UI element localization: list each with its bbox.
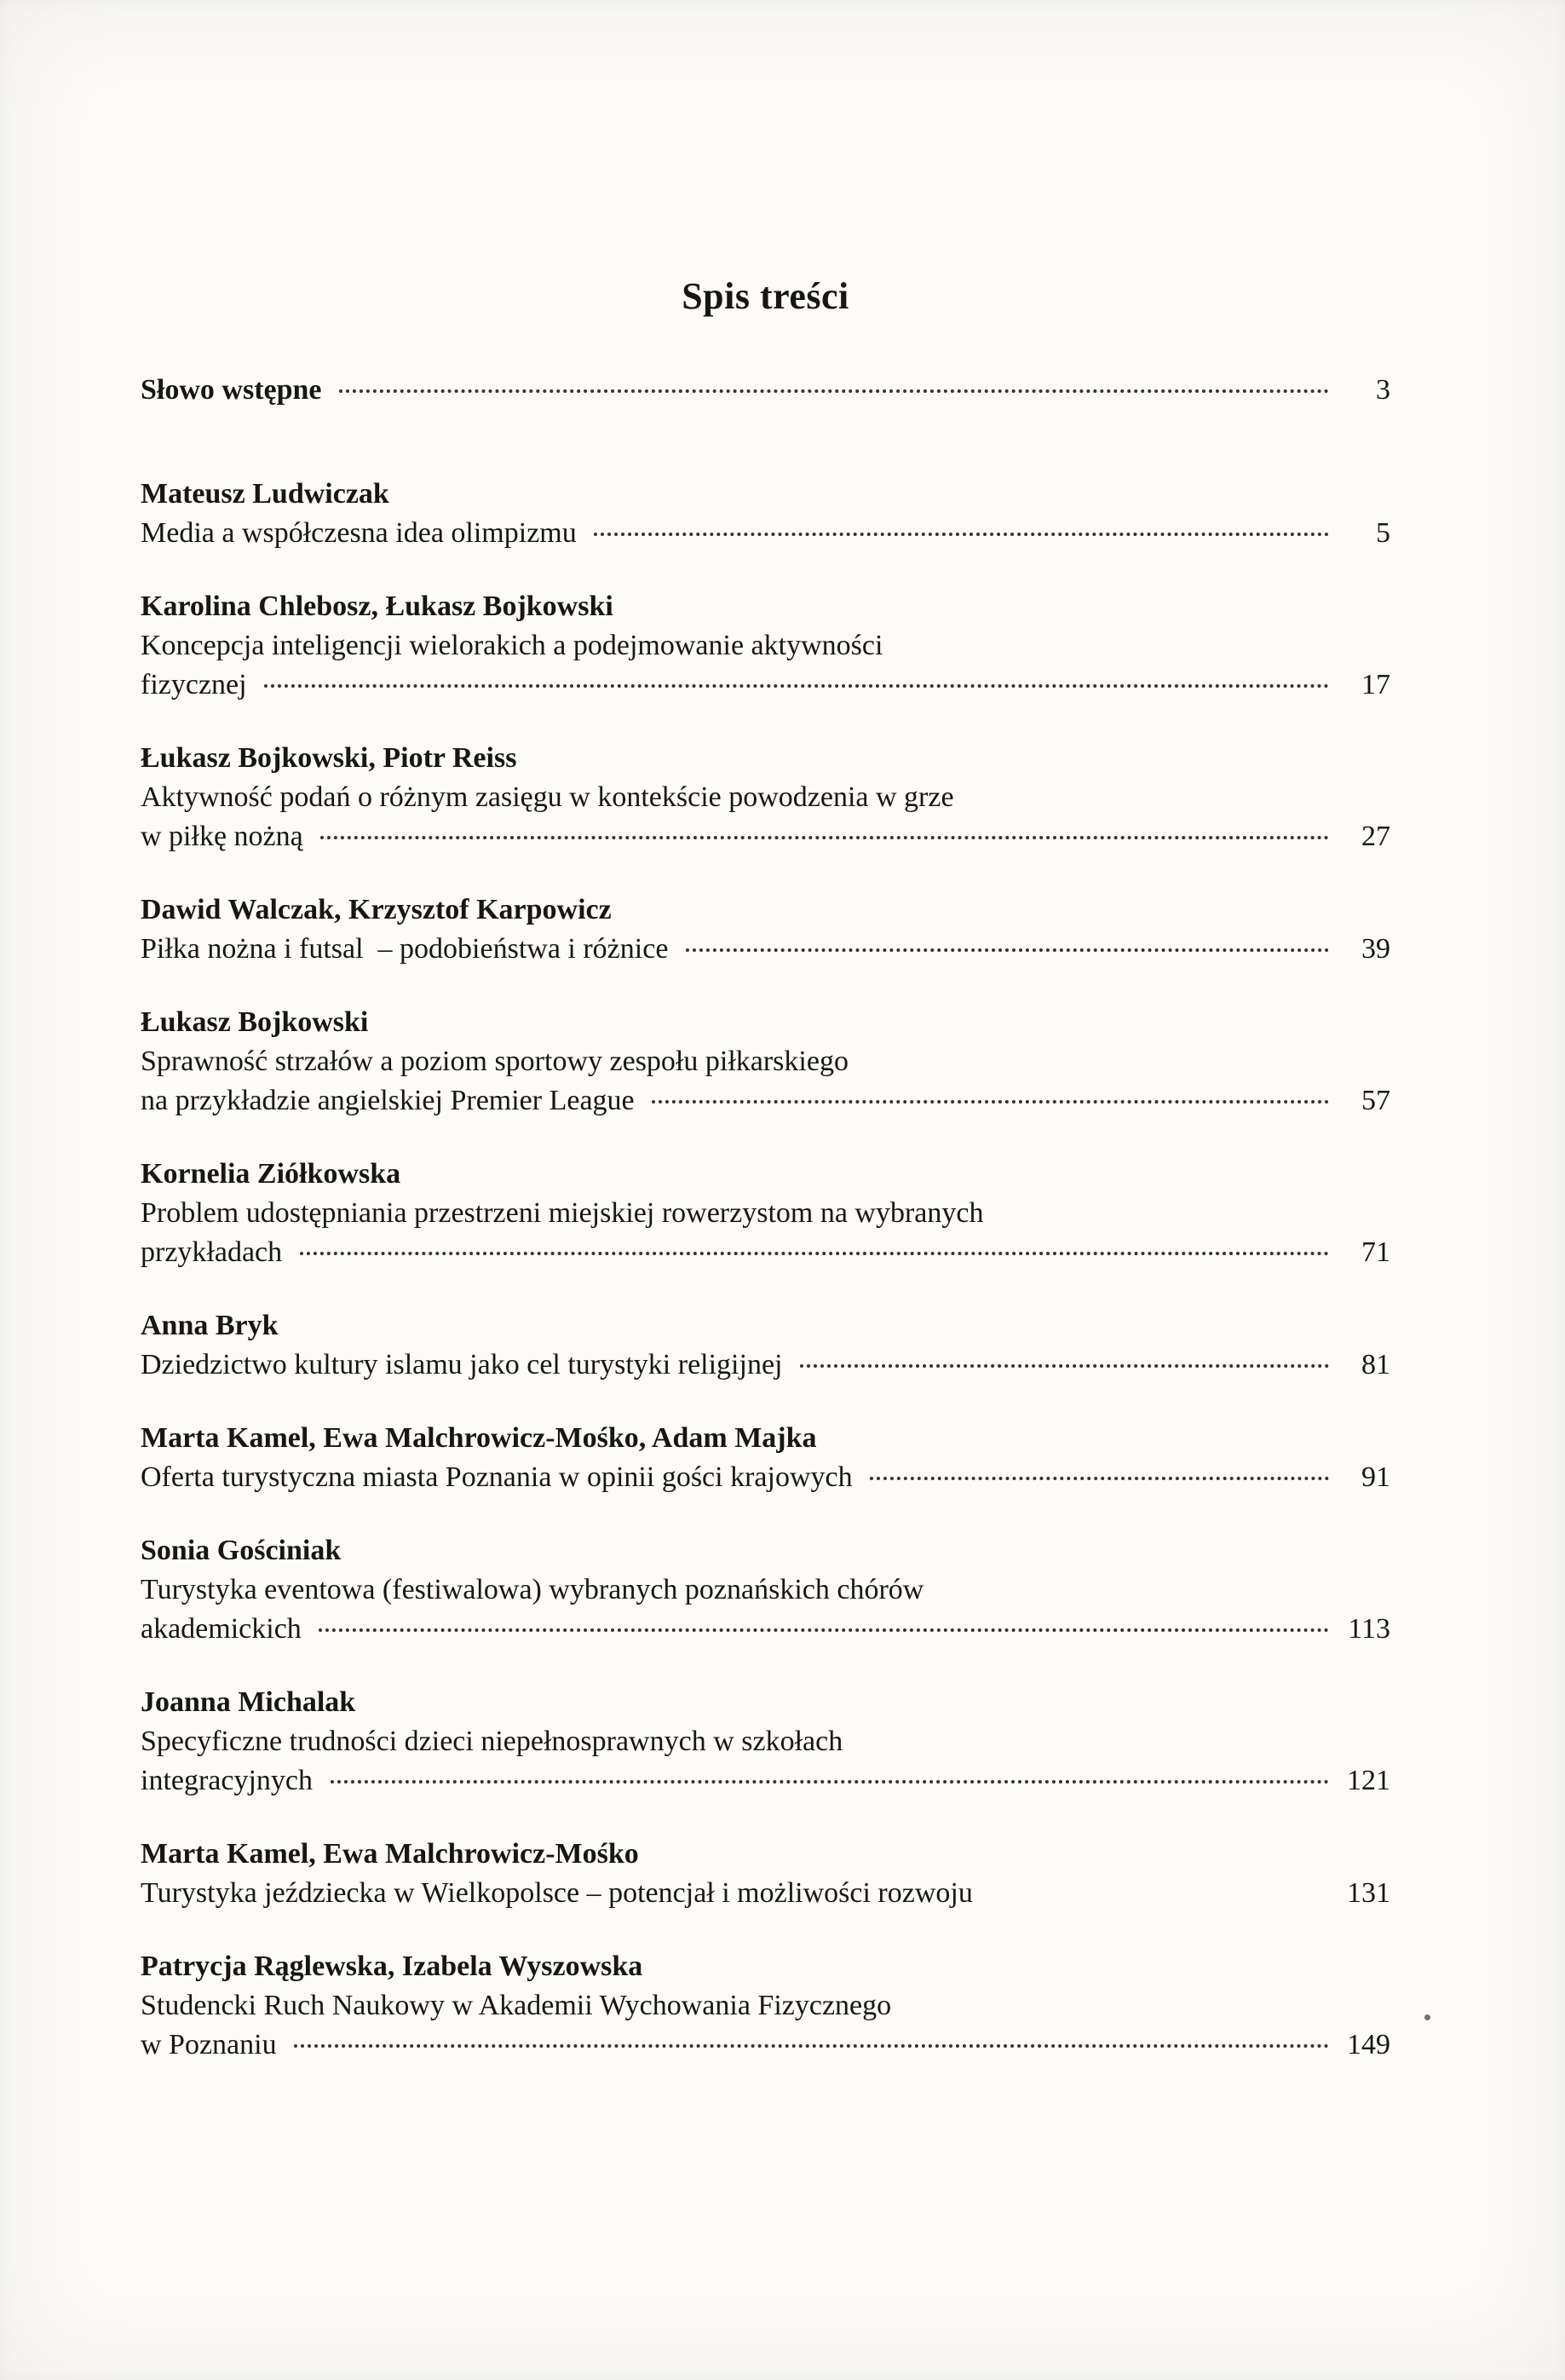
entry-page-number: 149 — [1347, 2029, 1390, 2060]
entry-authors: Patrycja Rąglewska, Izabela Wyszowska — [141, 1951, 643, 1982]
dot-leader — [294, 2044, 1329, 2048]
dot-leader — [264, 684, 1329, 688]
entry-last-line — [141, 1761, 1390, 1801]
toc-entry — [141, 1155, 1390, 1272]
entry-title-text: w Poznaniu — [141, 2029, 285, 2060]
entry-page-number: 71 — [1361, 1236, 1390, 1268]
toc-entry — [141, 475, 1390, 553]
entry-title-line: Koncepcja inteligencji wielorakich a podejmowanie aktywności — [141, 630, 883, 661]
entry-last-line — [141, 1610, 1390, 1649]
entry-page-number: 121 — [1347, 1765, 1390, 1796]
entry-title-text: integracyjnych — [141, 1765, 320, 1796]
entry-title-text: Oferta turystyczna miasta Poznania w opinii gości krajowych — [141, 1461, 860, 1493]
toc-entries — [141, 371, 1390, 2065]
dot-leader — [300, 1252, 1329, 1255]
entry-last-line — [141, 666, 1390, 705]
entry-title-text: Turystyka jeździecka w Wielkopolsce – potencjał i możliwości rozwoju — [141, 1877, 973, 1909]
entry-authors: Karolina Chlebosz, Łukasz Bojkowski — [141, 591, 613, 622]
entry-last-line — [141, 1458, 1390, 1497]
entry-last-line — [141, 1081, 1390, 1121]
entry-title-text: przykładach — [141, 1236, 290, 1268]
entry-last-line — [141, 1874, 1390, 1913]
scan-speck — [1424, 2014, 1430, 2020]
dot-leader — [983, 1893, 1329, 1896]
entry-title-lines — [141, 1722, 1390, 1761]
entry-last-line — [141, 930, 1390, 969]
entry-last-line — [141, 514, 1390, 553]
toc-entry — [141, 739, 1390, 856]
toc-entry — [141, 587, 1390, 705]
entry-title-lines — [141, 1570, 1390, 1610]
entry-page-number: 39 — [1361, 933, 1390, 965]
entry-authors: Marta Kamel, Ewa Malchrowicz-Mośko, Adam Majka — [141, 1422, 817, 1454]
entry-authors: Anna Bryk — [141, 1310, 279, 1341]
entry-last-line — [141, 2026, 1390, 2065]
toc-entry — [141, 371, 1390, 410]
dot-leader — [319, 1628, 1329, 1632]
entry-title-line: Turystyka eventowa (festiwalowa) wybranych poznańskich chórów — [141, 1574, 924, 1605]
entry-page-number: 5 — [1376, 517, 1390, 549]
entry-title-text: Media a współczesna idea olimpizmu — [141, 517, 584, 549]
entry-page-number: 91 — [1361, 1461, 1390, 1493]
toc-entry — [141, 1683, 1390, 1801]
entry-authors: Joanna Michalak — [141, 1686, 356, 1718]
entry-last-line — [141, 817, 1390, 856]
page-title: Spis treści — [682, 275, 849, 317]
entry-title-line: Aktywność podań o różnym zasięgu w kontekście powodzenia w grze — [141, 781, 954, 813]
entry-title-text: Słowo wstępne — [141, 374, 330, 406]
dot-leader — [320, 836, 1329, 839]
entry-last-line — [141, 1233, 1390, 1272]
entry-page-number: 113 — [1348, 1613, 1390, 1645]
toc-entry — [141, 1835, 1390, 1913]
entry-title-lines — [141, 1042, 1390, 1081]
entry-title-text: Piłka nożna i futsal – podobieństwa i różnice — [141, 933, 676, 965]
entry-authors: Łukasz Bojkowski — [141, 1006, 369, 1038]
dot-leader — [652, 1100, 1329, 1104]
entry-title-lines — [141, 778, 1390, 817]
entry-page-number: 131 — [1347, 1877, 1390, 1909]
entry-title-line: Sprawność strzałów a poziom sportowy zespołu piłkarskiego — [141, 1046, 849, 1077]
entry-page-number: 3 — [1376, 374, 1390, 406]
entry-title-lines — [141, 1986, 1390, 2026]
dot-leader — [686, 948, 1329, 952]
entry-authors: Sonia Gościniak — [141, 1535, 342, 1566]
entry-page-number: 81 — [1361, 1349, 1390, 1380]
entry-title-text: Dziedzictwo kultury islamu jako cel turystyki religijnej — [141, 1349, 790, 1380]
entry-title-text: w piłkę nożną — [141, 821, 311, 852]
toc-entry — [141, 1306, 1390, 1385]
entry-authors: Kornelia Ziółkowska — [141, 1158, 401, 1190]
entry-title-text: na przykładzie angielskiej Premier League — [141, 1085, 642, 1116]
entry-page-number: 27 — [1361, 821, 1390, 852]
entry-authors: Dawid Walczak, Krzysztof Karpowicz — [141, 894, 612, 925]
toc-entry — [141, 1531, 1390, 1649]
toc-entry — [141, 1947, 1390, 2065]
toc-entry — [141, 890, 1390, 969]
toc-entry — [141, 1003, 1390, 1121]
entry-title-line: Problem udostępniania przestrzeni miejskiej rowerzystom na wybranych — [141, 1197, 984, 1229]
entry-title-text: fizycznej — [141, 669, 255, 700]
entry-title-lines — [141, 626, 1390, 666]
entry-title-line: Studencki Ruch Naukowy w Akademii Wychowania Fizycznego — [141, 1990, 892, 2021]
entry-page-number: 17 — [1361, 669, 1390, 700]
dot-leader — [339, 389, 1329, 393]
entry-authors: Łukasz Bojkowski, Piotr Reiss — [141, 742, 517, 774]
entry-title-lines — [141, 1194, 1390, 1233]
dot-leader — [331, 1780, 1329, 1784]
entry-authors: Marta Kamel, Ewa Malchrowicz-Mośko — [141, 1838, 639, 1870]
entry-title-text: akademickich — [141, 1613, 309, 1645]
dot-leader — [800, 1364, 1329, 1368]
dot-leader — [594, 533, 1329, 536]
entry-last-line — [141, 1346, 1390, 1385]
entry-authors: Mateusz Ludwiczak — [141, 478, 389, 510]
toc-entry — [141, 1419, 1390, 1497]
entry-last-line — [141, 371, 1390, 410]
dot-leader — [870, 1477, 1329, 1480]
entry-title-line: Specyficzne trudności dzieci niepełnosprawnych w szkołach — [141, 1726, 843, 1757]
entry-page-number: 57 — [1361, 1085, 1390, 1116]
